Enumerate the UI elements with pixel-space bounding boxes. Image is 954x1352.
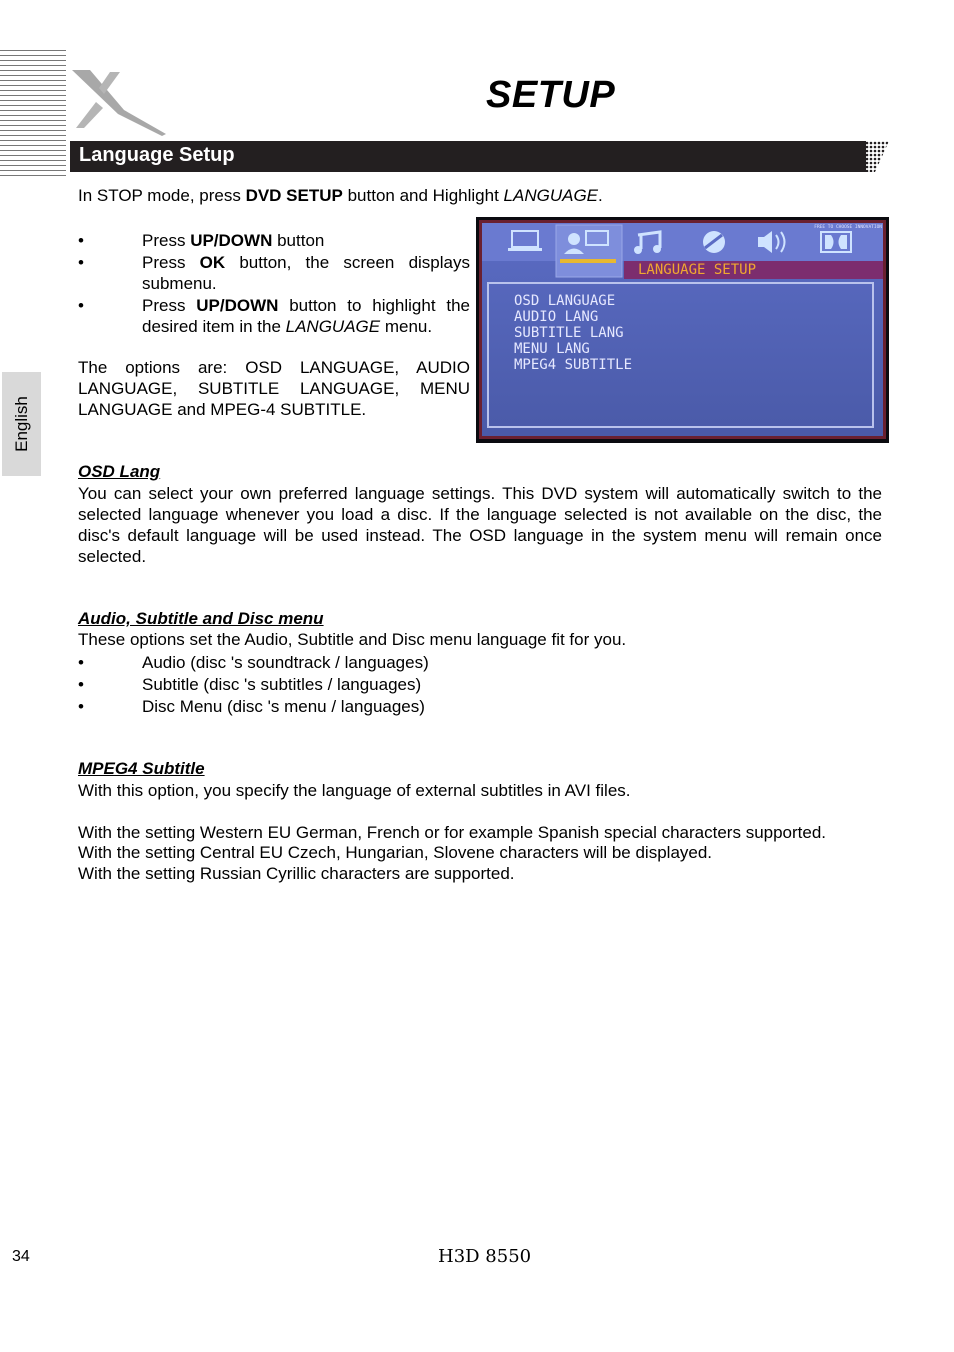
mpeg4-heading: MPEG4 Subtitle: [78, 759, 205, 778]
screen-item-subtitle-lang: SUBTITLE LANG: [514, 325, 624, 341]
screen-item-audio-lang: AUDIO LANG: [514, 309, 599, 325]
screen-menu-title: LANGUAGE SETUP: [638, 262, 757, 278]
disc-icon: [703, 231, 725, 253]
header-stripes: [0, 50, 66, 180]
audio-subtitle-heading: Audio, Subtitle and Disc menu: [78, 609, 324, 628]
list-item: • Disc Menu (disc 's menu / languages): [78, 697, 425, 716]
list-item: • Subtitle (disc 's subtitles / languages): [78, 675, 422, 694]
list-item: • Audio (disc 's soundtrack / languages): [78, 653, 429, 672]
list-item: • Press UP/DOWN button to highlight the desired item in the LANGUAGE menu.: [78, 296, 470, 336]
mpeg4-note: With the setting Russian Cyrillic characters are supported.: [78, 864, 515, 883]
audio-subtitle-paragraph: These options set the Audio, Subtitle and Disc menu language fit for you.: [78, 630, 627, 649]
osd-lang-heading: OSD Lang: [78, 462, 161, 481]
screen-graphic: [476, 217, 889, 443]
intro-text: In STOP mode, press DVD SETUP button and Highlight LANGUAGE.: [78, 186, 603, 205]
osd-lang-paragraph: You can select your own preferred language settings. This DVD system will automatically switch to the selected language whenever you load a disc. If the language selected is not available on the disc, the disc's default language will be used instead. The OSD language in the system menu will remain once selected.: [78, 484, 882, 566]
section-title: Language Setup: [79, 144, 235, 166]
screen-item-osd-language: OSD LANGUAGE: [514, 293, 616, 309]
screen-item-menu-lang: MENU LANG: [514, 341, 590, 357]
model-name: H3D 8550: [438, 1246, 532, 1267]
list-item: • Press UP/DOWN button: [78, 231, 325, 250]
dot-pattern-icon: [849, 141, 889, 172]
mpeg4-note: With the setting Central EU Czech, Hungarian, Slovene characters will be displayed.: [78, 843, 713, 862]
page-number: 34: [12, 1248, 30, 1265]
page-title: SETUP: [486, 74, 616, 116]
side-tab-label: English: [11, 396, 31, 452]
language-setup-screen: [476, 217, 889, 443]
screen-tagline: FREE TO CHOOSE INNOVATION: [814, 225, 882, 230]
mpeg4-note: With the setting Western EU German, French or for example Spanish special characters supported.: [78, 823, 827, 842]
options-paragraph: The options are: OSD LANGUAGE, AUDIO LANGUAGE, SUBTITLE LANGUAGE, MENU LANGUAGE and MPEG-4 SUBTITLE.: [78, 358, 470, 419]
screen-item-mpeg4-subtitle: MPEG4 SUBTITLE: [514, 357, 633, 373]
mpeg4-paragraph: With this option, you specify the language of external subtitles in AVI files.: [78, 781, 631, 800]
language-side-tab: [2, 372, 41, 476]
x-logo-icon: [66, 68, 170, 140]
list-item: • Press OK button, the screen displays submenu.: [78, 253, 470, 293]
